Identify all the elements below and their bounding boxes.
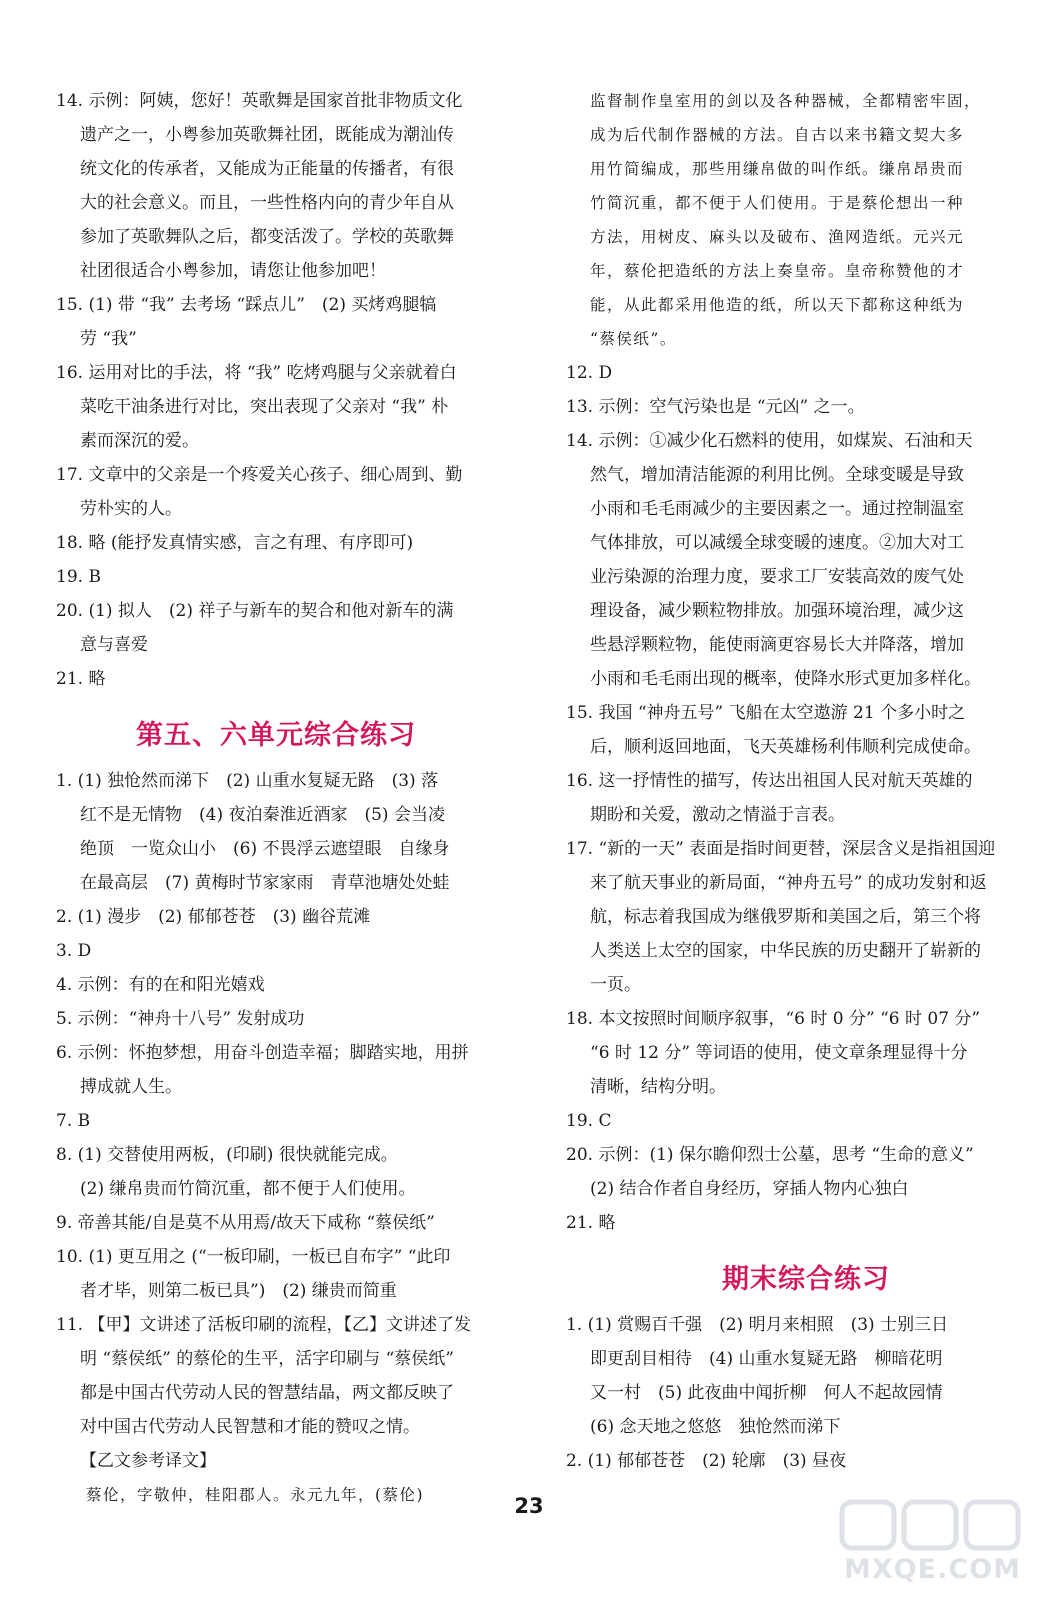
- answer-line: 15. (1) 带 “我” 去考场 “踩点儿” (2) 买烤鸡腿犒: [56, 295, 437, 315]
- answer-line: 21. 略: [56, 669, 106, 689]
- answer-line: 人类送上太空的国家，中华民族的历史翻开了崭新的: [590, 941, 981, 961]
- answers-block-3: [566, 356, 1006, 1240]
- answer-line: 大的社会意义。而且，一些性格内向的青少年自从: [80, 193, 454, 213]
- answer-line: 红不是无情物 (4) 夜泊秦淮近酒家 (5) 会当凌: [80, 805, 445, 825]
- answer-line: 19. B: [56, 567, 101, 587]
- answer-line: 菜吃干油条进行对比，突出表现了父亲对 “我” 朴: [80, 397, 449, 417]
- answer-line: 1. (1) 赏赐百千强 (2) 明月来相照 (3) 士别三日: [566, 1315, 949, 1335]
- answer-line: 即更刮目相待 (4) 山重水复疑无路 柳暗花明: [590, 1349, 943, 1369]
- answer-line: 4. 示例：有的在和阳光嬉戏: [56, 975, 265, 995]
- answer-line: 又一村 (5) 此夜曲中闻折柳 何人不起故园情: [590, 1383, 943, 1403]
- answer-line: 劳 “我”: [80, 329, 137, 349]
- answer-line: 14. 示例：阿姨，您好！英歌舞是国家首批非物质文化: [56, 91, 463, 111]
- answer-line: 小雨和毛毛雨减少的主要因素之一。通过控制温室: [590, 499, 964, 519]
- answer-line: 劳朴实的人。: [80, 499, 182, 519]
- right-column: [566, 84, 1006, 1478]
- translation-line: “蔡侯纸”。: [590, 330, 677, 348]
- answer-line: 7. B: [56, 1111, 91, 1131]
- translation-line: 竹简沉重，都不便于人们使用。于是蔡伦想出一种: [590, 194, 965, 212]
- answer-line: 14. 示例：①减少化石燃料的使用，如煤炭、石油和天: [566, 431, 973, 451]
- answer-line: 3. D: [56, 941, 92, 961]
- answer-line: 16. 这一抒情性的描写，传达出祖国人民对航天英雄的: [566, 771, 973, 791]
- answer-line: 清晰，结构分明。: [590, 1077, 726, 1097]
- answer-line: 后，顺利返回地面，飞天英雄杨利伟顺利完成使命。: [590, 737, 981, 757]
- section-heading: 第五、六单元综合练习: [136, 720, 416, 751]
- answer-line: 2. (1) 郁郁苍苍 (2) 轮廓 (3) 昼夜: [566, 1451, 847, 1471]
- watermark: [836, 1496, 1036, 1586]
- answer-line: 理设备，减少颗粒物排放。加强环境治理，减少这: [590, 601, 964, 621]
- section-heading: 期末综合练习: [722, 1264, 890, 1295]
- answer-line: 【乙文参考译文】: [80, 1451, 216, 1471]
- answer-line: 者才毕，则第二板已具”) (2) 缣贵而简重: [80, 1281, 397, 1301]
- watermark-text: MXQE.COM: [844, 1554, 1021, 1585]
- translation-line: 用竹简编成，那些用缣帛做的叫作纸。缣帛昂贵而: [590, 160, 965, 178]
- answer-line: 些悬浮颗粒物，能使雨滴更容易长大并降落，增加: [590, 635, 964, 655]
- answer-line: 气体排放，可以减缓全球变暖的速度。②加大对工: [590, 533, 964, 553]
- page-number: 23: [514, 1494, 544, 1518]
- answers-block-2: [56, 764, 496, 1512]
- answer-line: (2) 结合作者自身经历，穿插人物内心独白: [590, 1179, 909, 1199]
- answer-line: 来了航天事业的新局面，“神舟五号” 的成功发射和返: [590, 873, 987, 893]
- answer-line: 素而深沉的爱。: [80, 431, 199, 451]
- answer-line: 2. (1) 漫步 (2) 郁郁苍苍 (3) 幽谷荒滩: [56, 907, 371, 927]
- answer-line: 20. 示例：(1) 保尔瞻仰烈士公墓，思考 “生命的意义”: [566, 1145, 974, 1165]
- translation-line: 蔡伦，字敬仲，桂阳郡人。永元九年，(蔡伦): [86, 1486, 425, 1504]
- answer-line: 统文化的传承者，又能成为正能量的传播者，有很: [80, 159, 454, 179]
- answer-line: 遗产之一，小粤参加英歌舞社团，既能成为潮汕传: [80, 125, 454, 145]
- answer-line: 18. 本文按照时间顺序叙事，“6 时 0 分” “6 时 07 分”: [566, 1009, 981, 1029]
- answer-line: 9. 帝善其能/自是莫不从用焉/故天下咸称 “蔡侯纸”: [56, 1213, 435, 1233]
- translation-block: [566, 84, 1006, 356]
- answer-line: (2) 缣帛贵而竹简沉重，都不便于人们使用。: [80, 1179, 416, 1199]
- answer-line: 20. (1) 拟人 (2) 祥子与新车的契合和他对新车的满: [56, 601, 454, 621]
- translation-line: 能，从此都采用他造的纸，所以天下都称这种纸为: [590, 296, 965, 314]
- answer-line: (6) 念天地之悠悠 独怆然而涕下: [590, 1417, 841, 1437]
- answer-line: 社团很适合小粤参加，请您让他参加吧！: [80, 261, 386, 281]
- answer-line: 16. 运用对比的手法，将 “我” 吃烤鸡腿与父亲就着白: [56, 363, 457, 383]
- answer-line: “6 时 12 分” 等词语的使用，使文章条理显得十分: [590, 1043, 968, 1063]
- answer-line: 8. (1) 交替使用两板，(印刷) 很快就能完成。: [56, 1145, 398, 1165]
- translation-line: 监督制作皇室用的剑以及各种器械，全都精密牢固，: [590, 92, 982, 110]
- answer-line: 期盼和关爱，激动之情溢于言表。: [590, 805, 845, 825]
- answer-line: 12. D: [566, 363, 613, 383]
- answer-line: 搏成就人生。: [80, 1077, 182, 1097]
- answer-line: 意与喜爱: [80, 635, 148, 655]
- answers-block-1: [56, 84, 496, 696]
- answer-line: 13. 示例：空气污染也是 “元凶” 之一。: [566, 397, 865, 417]
- answer-line: 1. (1) 独怆然而涕下 (2) 山重水复疑无路 (3) 落: [56, 771, 439, 791]
- answer-line: 业污染源的治理力度，要求工厂安装高效的废气处: [590, 567, 964, 587]
- translation-line: 年，蔡伦把造纸的方法上奏皇帝。皇帝称赞他的才: [590, 262, 965, 280]
- answer-line: 都是中国古代劳动人民的智慧结晶，两文都反映了: [80, 1383, 454, 1403]
- watermark-logo-icon: [836, 1496, 1036, 1556]
- answer-line: 然气，增加清洁能源的利用比例。全球变暖是导致: [590, 465, 964, 485]
- answer-line: 19. C: [566, 1111, 612, 1131]
- answer-line: 11. 【甲】文讲述了活板印刷的流程，【乙】文讲述了发: [56, 1315, 471, 1335]
- translation-line: 成为后代制作器械的方法。自古以来书籍文契大多: [590, 126, 965, 144]
- answer-line: 10. (1) 更互用之 (“一板印刷，一板已自布字” “此印: [56, 1247, 451, 1267]
- answer-line: 6. 示例：怀抱梦想，用奋斗创造幸福；脚踏实地，用拼: [56, 1043, 469, 1063]
- answer-line: 一页。: [590, 975, 641, 995]
- answer-line: 17. 文章中的父亲是一个疼爱关心孩子、细心周到、勤: [56, 465, 463, 485]
- answer-line: 绝顶 一览众山小 (6) 不畏浮云遮望眼 自缘身: [80, 839, 450, 859]
- answer-line: 在最高层 (7) 黄梅时节家家雨 青草池塘处处蛙: [80, 873, 450, 893]
- answer-line: 小雨和毛毛雨出现的概率，使降水形式更加多样化。: [590, 669, 981, 689]
- answer-line: 明 “蔡侯纸” 的蔡伦的生平，活字印刷与 “蔡侯纸”: [80, 1349, 454, 1369]
- answer-line: 参加了英歌舞队之后，都变活泼了。学校的英歌舞: [80, 227, 454, 247]
- left-column: [56, 84, 496, 1512]
- answers-block-4: [566, 1308, 1006, 1478]
- answer-line: 18. 略 (能抒发真情实感，言之有理、有序即可): [56, 533, 414, 553]
- answer-line: 17. “新的一天” 表面是指时间更替，深层含义是指祖国迎: [566, 839, 996, 859]
- answer-line: 5. 示例：“神舟十八号” 发射成功: [56, 1009, 305, 1029]
- answer-line: 15. 我国 “神舟五号” 飞船在太空遨游 21 个多小时之: [566, 703, 966, 723]
- answer-line: 21. 略: [566, 1213, 616, 1233]
- translation-line: 方法，用树皮、麻头以及破布、渔网造纸。元兴元: [590, 228, 965, 246]
- answer-line: 对中国古代劳动人民智慧和才能的赞叹之情。: [80, 1417, 420, 1437]
- answer-line: 航，标志着我国成为继俄罗斯和美国之后，第三个将: [590, 907, 981, 927]
